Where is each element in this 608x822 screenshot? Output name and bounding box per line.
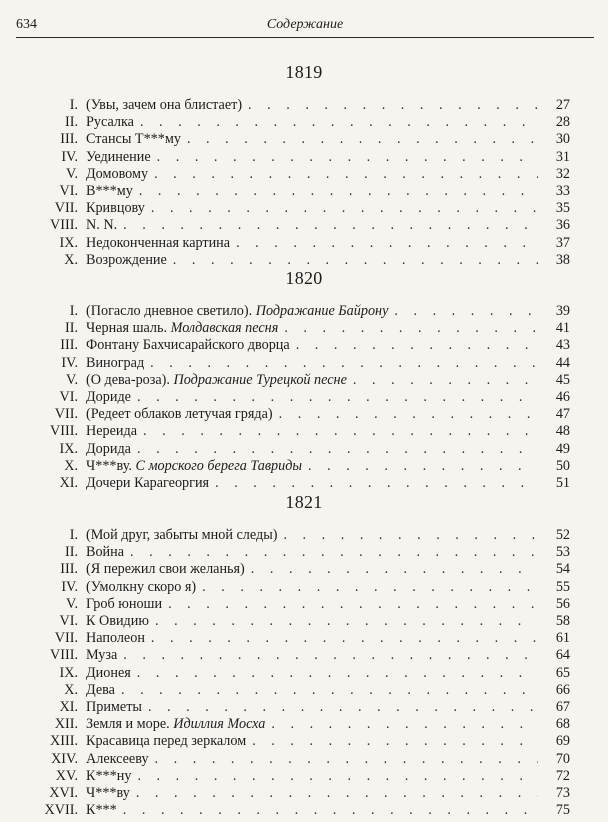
entry-title-leader xyxy=(86,561,570,577)
entry-title-leader xyxy=(86,235,570,251)
running-title: Содержание xyxy=(266,17,344,32)
toc-entry[interactable] xyxy=(0,97,608,113)
toc-entry[interactable] xyxy=(0,235,608,251)
entry-number: XVII. xyxy=(44,802,78,819)
toc-entry[interactable] xyxy=(0,751,608,767)
entry-page-number: 61 xyxy=(538,630,570,646)
entry-page-number: 28 xyxy=(538,114,570,130)
entry-title-leader xyxy=(86,785,570,801)
entry-title-leader xyxy=(86,406,570,422)
entry-title-leader xyxy=(86,441,570,457)
entry-title-leader xyxy=(86,217,570,233)
entry-page-number: 38 xyxy=(538,252,570,268)
entry-number: XI. xyxy=(59,475,78,491)
entry-number: III. xyxy=(60,337,78,354)
toc-entry[interactable] xyxy=(0,785,608,801)
toc-entry[interactable] xyxy=(0,768,608,784)
toc-entry[interactable] xyxy=(0,355,608,371)
entry-title: (Редеет облаков летучая гряда) xyxy=(86,406,273,423)
entry-title: Ч***ву xyxy=(86,785,130,801)
entry-number: XIV. xyxy=(51,750,78,767)
entry-page-number: 50 xyxy=(538,458,570,474)
entry-number: III. xyxy=(60,131,78,148)
toc-entry[interactable] xyxy=(0,423,608,439)
entry-title-leader xyxy=(86,544,570,560)
entry-subtitle: Молдавская песня xyxy=(170,320,279,337)
entry-number: V. xyxy=(66,165,78,182)
entry-page-number: 27 xyxy=(538,97,570,113)
entry-page-number: 58 xyxy=(538,613,570,629)
entry-page-number: 39 xyxy=(538,303,570,319)
entry-title: Домовому xyxy=(86,165,149,182)
entry-page-number: 46 xyxy=(538,389,570,405)
toc-entry[interactable] xyxy=(0,596,608,612)
entry-subtitle: Подражание Байрону xyxy=(255,303,389,319)
entry-page-number: 70 xyxy=(538,751,570,767)
entry-title: Алексееву xyxy=(86,750,149,767)
entry-page-number: 47 xyxy=(538,406,570,422)
entry-title: Дорида xyxy=(86,440,131,457)
entry-title-leader xyxy=(86,458,570,474)
entry-title: Красавица перед зеркалом xyxy=(86,733,247,750)
entry-title-leader xyxy=(86,699,570,715)
entry-title: N. N. xyxy=(86,217,118,234)
entry-title: Кривцову xyxy=(86,200,145,217)
toc-entry[interactable] xyxy=(0,114,608,130)
toc-entry[interactable] xyxy=(0,544,608,560)
entry-number: VII. xyxy=(54,630,78,647)
entry-title: Возрождение xyxy=(86,251,167,268)
toc-entry[interactable] xyxy=(0,372,608,388)
entry-number: IV. xyxy=(61,354,78,371)
toc-entry[interactable] xyxy=(0,579,608,595)
toc-entry[interactable] xyxy=(0,682,608,698)
entry-title: Дочери Карагеоргия xyxy=(86,475,210,491)
entry-page-number: 33 xyxy=(538,183,570,199)
entry-title: Черная шаль. xyxy=(86,320,168,337)
entry-number: VI. xyxy=(59,389,78,405)
entry-title-leader xyxy=(86,630,570,646)
toc-entry[interactable] xyxy=(0,183,608,199)
entry-number: VIII. xyxy=(50,217,78,234)
toc-entry[interactable] xyxy=(0,561,608,577)
entry-title: Муза xyxy=(86,647,118,664)
toc-entry[interactable] xyxy=(0,802,608,818)
entry-title: Фонтану Бахчисарайского дворца xyxy=(86,337,290,354)
entry-title: (Мой друг, забыты мной следы) xyxy=(86,527,278,543)
entry-page-number: 49 xyxy=(538,441,570,457)
entry-page-number: 72 xyxy=(538,768,570,784)
entry-number: VI. xyxy=(59,613,78,629)
entry-title-leader xyxy=(86,716,570,732)
toc-entry[interactable] xyxy=(0,252,608,268)
entry-number: I. xyxy=(69,527,78,543)
entry-page-number: 64 xyxy=(538,647,570,663)
entry-title-leader xyxy=(86,200,570,216)
entry-page-number: 35 xyxy=(538,200,570,216)
entry-title-leader xyxy=(86,114,570,130)
entry-subtitle: С морского берега Тавриды xyxy=(135,457,302,474)
toc-entry[interactable] xyxy=(0,475,608,491)
entry-title-leader xyxy=(86,131,570,147)
entry-number: XV. xyxy=(55,767,78,784)
entry-number: I. xyxy=(69,97,78,113)
entry-title: Дориде xyxy=(86,389,131,405)
entry-number: VII. xyxy=(54,200,78,217)
entry-page-number: 43 xyxy=(538,337,570,353)
entry-title: Нереида xyxy=(86,423,138,440)
toc-entry[interactable] xyxy=(0,131,608,147)
entry-page-number: 52 xyxy=(538,527,570,543)
entry-title-leader xyxy=(86,527,570,543)
entry-page-number: 53 xyxy=(538,544,570,560)
entry-title: Виноград xyxy=(86,354,145,371)
toc-entry[interactable] xyxy=(0,613,608,629)
page-header xyxy=(16,13,594,38)
entry-title: (Я пережил свои желанья) xyxy=(86,561,245,578)
toc-entry[interactable] xyxy=(0,665,608,681)
entry-number: III. xyxy=(60,561,78,578)
entry-number: XVI. xyxy=(49,785,78,801)
entry-page-number: 41 xyxy=(538,320,570,336)
entry-number: X. xyxy=(64,251,78,268)
entry-title-leader xyxy=(86,682,570,698)
entry-subtitle: Идиллия Мосха xyxy=(173,716,266,733)
entry-title: Уединение xyxy=(86,148,151,165)
toc-entry[interactable] xyxy=(0,647,608,663)
entry-title-leader xyxy=(86,596,570,612)
entry-title: Недоконченная картина xyxy=(86,234,231,251)
entry-title: Земля и море. xyxy=(86,716,170,733)
entry-title-leader xyxy=(86,183,570,199)
toc-entry[interactable] xyxy=(0,200,608,216)
year-heading: 1820 xyxy=(285,268,323,288)
entry-page-number: 65 xyxy=(538,665,570,681)
entry-page-number: 31 xyxy=(538,149,570,165)
entry-number: XII. xyxy=(54,716,78,733)
entry-title-leader xyxy=(86,733,570,749)
toc-entry[interactable] xyxy=(0,406,608,422)
entry-number: IV. xyxy=(61,148,78,165)
toc-entry[interactable] xyxy=(0,217,608,233)
entry-page-number: 66 xyxy=(538,682,570,698)
entry-title: (Увы, зачем она блистает) xyxy=(86,97,243,113)
entry-title: Стансы Т***му xyxy=(86,131,181,148)
toc-entry[interactable] xyxy=(0,630,608,646)
entry-title: Приметы xyxy=(86,699,142,715)
entry-title: (Умолкну скоро я) xyxy=(86,578,197,595)
entry-number: XIII. xyxy=(50,733,78,750)
year-heading: 1819 xyxy=(285,62,323,82)
entry-title-leader xyxy=(86,665,570,681)
entry-title-leader xyxy=(86,252,570,268)
toc-entry[interactable] xyxy=(0,389,608,405)
year-heading: 1821 xyxy=(285,492,323,512)
entry-page-number: 69 xyxy=(538,733,570,749)
entry-page-number: 32 xyxy=(538,166,570,182)
entry-page-number: 68 xyxy=(538,716,570,732)
entry-title-leader xyxy=(86,475,570,491)
entry-page-number: 36 xyxy=(538,217,570,233)
entry-title-leader xyxy=(86,166,570,182)
entry-title-leader xyxy=(86,802,570,818)
entry-subtitle: Подражание Турецкой песне xyxy=(173,371,347,388)
entry-number: IX. xyxy=(59,234,78,251)
entry-title: К***ну xyxy=(86,767,132,784)
entry-title-leader xyxy=(86,320,570,336)
entry-number: I. xyxy=(69,303,78,319)
entry-title: Война xyxy=(86,544,125,561)
entry-page-number: 30 xyxy=(538,131,570,147)
toc-entry[interactable] xyxy=(0,166,608,182)
entry-number: II. xyxy=(65,544,78,561)
toc-entry[interactable] xyxy=(0,337,608,353)
entry-title-leader xyxy=(86,389,570,405)
entry-number: IX. xyxy=(59,440,78,457)
entry-title: Гроб юноши xyxy=(86,595,163,612)
entry-page-number: 55 xyxy=(538,579,570,595)
entry-title-leader xyxy=(86,579,570,595)
entry-page-number: 45 xyxy=(538,372,570,388)
entry-number: XI. xyxy=(59,699,78,715)
entry-number: II. xyxy=(65,320,78,337)
toc-entry[interactable] xyxy=(0,458,608,474)
entry-title-leader xyxy=(86,355,570,371)
entry-number: X. xyxy=(64,681,78,698)
entry-title: Ч***ву. xyxy=(86,457,132,474)
entry-number: VIII. xyxy=(50,423,78,440)
entry-title-leader xyxy=(86,337,570,353)
entry-title-leader xyxy=(86,768,570,784)
entry-title: К Овидию xyxy=(86,613,149,629)
entry-title-leader xyxy=(86,751,570,767)
entry-page-number: 75 xyxy=(538,802,570,818)
entry-page-number: 37 xyxy=(538,235,570,251)
entry-title: Дионея xyxy=(86,664,131,681)
entry-title: Дева xyxy=(86,681,115,698)
toc-entry[interactable] xyxy=(0,441,608,457)
entry-number: VII. xyxy=(54,406,78,423)
entry-title: К*** xyxy=(86,802,117,819)
entry-title: (О дева-роза). xyxy=(86,371,170,388)
entry-title-leader xyxy=(86,303,570,319)
entry-page-number: 48 xyxy=(538,423,570,439)
entry-page-number: 56 xyxy=(538,596,570,612)
entry-title: (Погасло дневное светило). xyxy=(86,303,253,319)
entry-title-leader xyxy=(86,647,570,663)
entry-title-leader xyxy=(86,149,570,165)
entry-page-number: 73 xyxy=(538,785,570,801)
entry-title: Русалка xyxy=(86,114,134,131)
entry-page-number: 51 xyxy=(538,475,570,491)
entry-title: Наполеон xyxy=(86,630,145,647)
toc-entry[interactable] xyxy=(0,303,608,319)
entry-number: IX. xyxy=(59,664,78,681)
entry-title-leader xyxy=(86,423,570,439)
toc-entry[interactable] xyxy=(0,716,608,732)
entry-number: VIII. xyxy=(50,647,78,664)
entry-page-number: 67 xyxy=(538,699,570,715)
entry-page-number: 44 xyxy=(538,355,570,371)
page-number: 634 xyxy=(16,17,37,32)
entry-number: V. xyxy=(66,371,78,388)
entry-number: II. xyxy=(65,114,78,131)
entry-title-leader xyxy=(86,372,570,388)
toc-entry[interactable] xyxy=(0,527,608,543)
toc-entry[interactable] xyxy=(0,320,608,336)
entry-number: X. xyxy=(64,457,78,474)
entry-title-leader xyxy=(86,613,570,629)
entry-page-number: 54 xyxy=(538,561,570,577)
entry-title: В***му xyxy=(86,183,133,199)
entry-title-leader xyxy=(86,97,570,113)
toc-entry[interactable] xyxy=(0,733,608,749)
entry-number: VI. xyxy=(59,183,78,199)
entry-number: V. xyxy=(66,595,78,612)
toc-entry[interactable] xyxy=(0,149,608,165)
toc-entry[interactable] xyxy=(0,699,608,715)
entry-number: IV. xyxy=(61,578,78,595)
